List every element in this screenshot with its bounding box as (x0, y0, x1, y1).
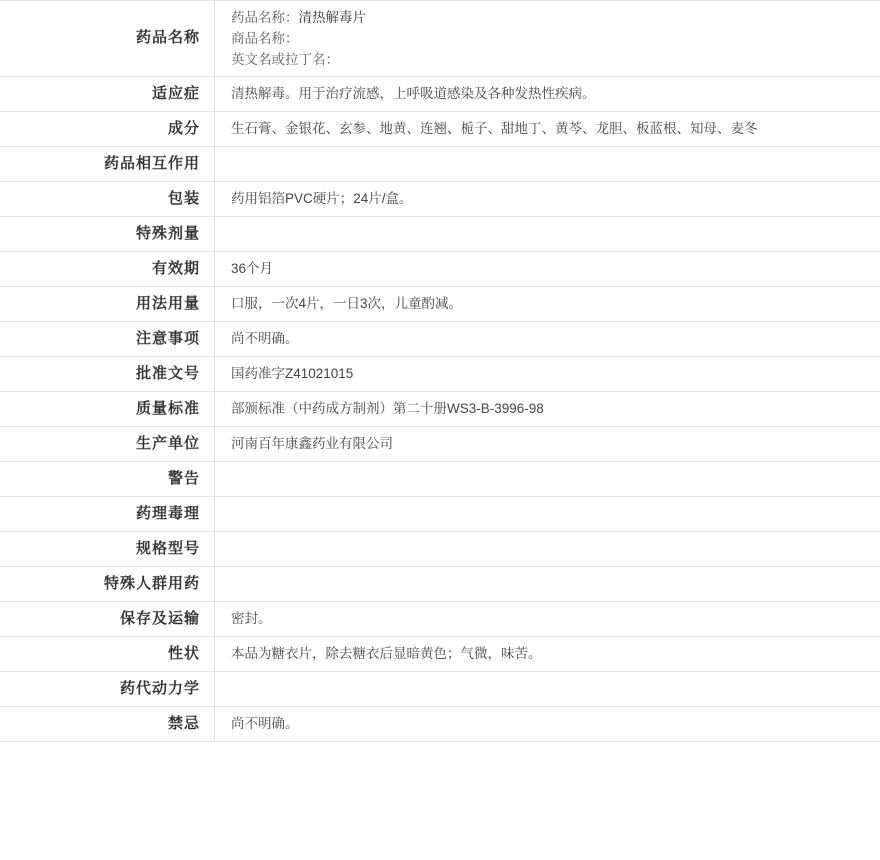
row-label: 质量标准 (135, 399, 200, 417)
table-row (0, 182, 880, 217)
row-label: 用法用量 (135, 294, 200, 312)
row-label: 警告 (167, 469, 200, 487)
row-value: 生石膏、金银花、玄参、地黄、连翘、栀子、甜地丁、黄芩、龙胆、板蓝根、知母、麦冬 (215, 112, 880, 147)
trade-name-line (231, 28, 870, 49)
row-value: 药用铝箔PVC硬片；24片/盒。 (215, 182, 880, 217)
row-value-drug-names (215, 1, 880, 77)
english-name-line (231, 49, 870, 70)
table-row (0, 672, 880, 707)
row-label: 生产单位 (135, 434, 200, 452)
row-label: 保存及运输 (119, 609, 200, 627)
table-row (0, 637, 880, 672)
row-value: 口服，一次4片，一日3次，儿童酌减。 (215, 287, 880, 322)
row-value: 尚不明确。 (215, 322, 880, 357)
table-row (0, 252, 880, 287)
row-label: 药品名称 (135, 29, 200, 47)
row-value: 清热解毒。用于治疗流感，上呼吸道感染及各种发热性疾病。 (215, 77, 880, 112)
table-row (0, 357, 880, 392)
table-row (0, 427, 880, 462)
drug-name-block (231, 1, 870, 76)
row-label: 注意事项 (135, 329, 200, 347)
row-value: 国药准字Z41021015 (215, 357, 880, 392)
row-value (215, 217, 880, 252)
row-value (215, 532, 880, 567)
table-row (0, 77, 880, 112)
row-label: 适应症 (151, 84, 200, 102)
row-value (215, 147, 880, 182)
table-row (0, 567, 880, 602)
row-value (215, 567, 880, 602)
table-row (0, 392, 880, 427)
row-label: 药理毒理 (135, 504, 200, 522)
row-label: 包装 (167, 189, 200, 207)
row-label: 批准文号 (135, 364, 200, 382)
trade-name-label: 商品名称： (231, 31, 299, 46)
table-row (0, 147, 880, 182)
row-value: 36个月 (215, 252, 880, 287)
drug-name-value: 清热解毒片 (298, 10, 366, 25)
row-value: 部颁标准（中药成方制剂）第二十册WS3-B-3996-98 (215, 392, 880, 427)
table-row (0, 602, 880, 637)
table-row (0, 497, 880, 532)
row-label: 规格型号 (135, 539, 200, 557)
row-label: 特殊人群用药 (103, 574, 200, 592)
row-label: 成分 (167, 119, 200, 137)
table-row (0, 462, 880, 497)
drug-name-line (231, 7, 870, 28)
row-label: 禁忌 (167, 714, 200, 732)
table-row (0, 707, 880, 742)
table-row (0, 1, 880, 77)
table-row (0, 532, 880, 567)
row-label: 药品相互作用 (103, 154, 200, 172)
row-value: 本品为糖衣片，除去糖衣后显暗黄色；气微，味苦。 (215, 637, 880, 672)
table-row (0, 287, 880, 322)
row-value (215, 672, 880, 707)
row-label: 特殊剂量 (135, 224, 200, 242)
english-name-label: 英文名或拉丁名： (231, 52, 339, 67)
row-value: 尚不明确。 (215, 707, 880, 742)
row-label: 药代动力学 (119, 679, 200, 697)
drug-name-label: 药品名称： (231, 10, 299, 25)
row-value (215, 497, 880, 532)
row-label: 有效期 (151, 259, 200, 277)
row-value: 密封。 (215, 602, 880, 637)
table-row (0, 217, 880, 252)
table-row (0, 112, 880, 147)
table-row (0, 322, 880, 357)
row-value: 河南百年康鑫药业有限公司 (215, 427, 880, 462)
row-value (215, 462, 880, 497)
row-label: 性状 (167, 644, 200, 662)
